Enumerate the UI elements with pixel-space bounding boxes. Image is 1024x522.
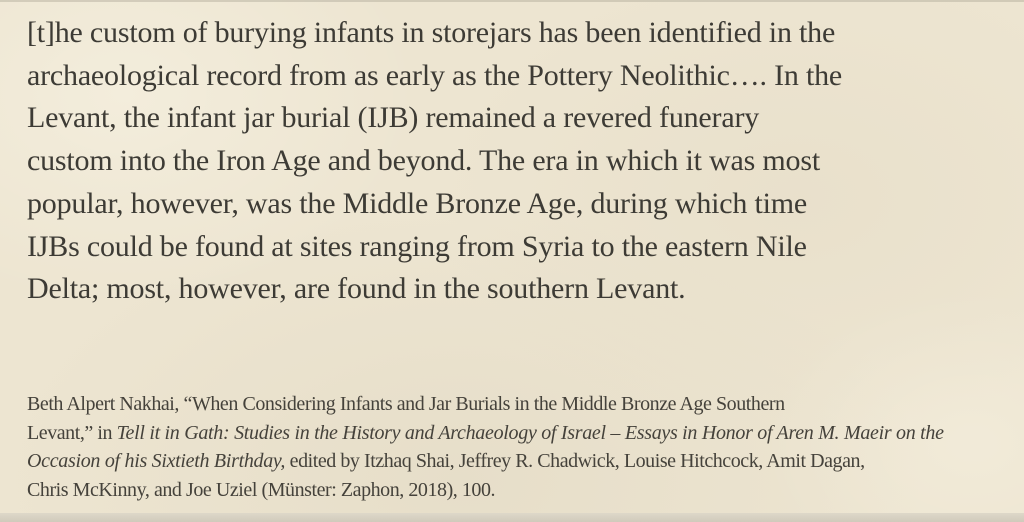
citation-line: [27, 419, 944, 448]
citation-segment-italic: Tell it in Gath: Studies in the History and Archaeology of Israel – Essays in Honor of Aren M. Maeir on the: [116, 421, 944, 444]
citation-segment: Levant,” in: [27, 421, 117, 444]
quote-line: custom into the Iron Age and beyond. The era in which it was most: [27, 144, 820, 178]
quote-block: [27, 12, 842, 311]
quote-line: Levant, the infant jar burial (IJB) remained a revered funerary: [27, 101, 760, 135]
citation-line: [27, 390, 944, 419]
citation-segment-italic: Occasion of his Sixtieth Birthday,: [27, 450, 286, 472]
slide-bottom-edge: [0, 513, 1024, 522]
quote-line: Delta; most, however, are found in the southern Levant.: [27, 272, 686, 306]
citation-segment: edited by Itzhaq Shai, Jeffrey R. Chadwick, Louise Hitchcock, Amit Dagan,: [285, 450, 865, 472]
quote-line: popular, however, was the Middle Bronze Age, during which time: [27, 186, 808, 220]
citation-segment: Beth Alpert Nakhai, “When Considering Infants and Jar Burials in the Middle Bronze Age Southern: [27, 393, 785, 415]
quote-line: archaeological record from as early as the Pottery Neolithic…. In the: [27, 58, 843, 92]
citation-line: [27, 447, 944, 476]
citation-line: [27, 476, 944, 505]
quote-line: [t]he custom of burying infants in storejars has been identified in the: [27, 16, 836, 49]
quote-line: IJBs could be found at sites ranging from Syria to the eastern Nile: [27, 229, 807, 263]
citation-segment: Chris McKinny, and Joe Uziel (Münster: Zaphon, 2018), 100.: [27, 478, 496, 501]
citation-block: [27, 390, 944, 504]
slide-top-edge: [0, 0, 1024, 2]
